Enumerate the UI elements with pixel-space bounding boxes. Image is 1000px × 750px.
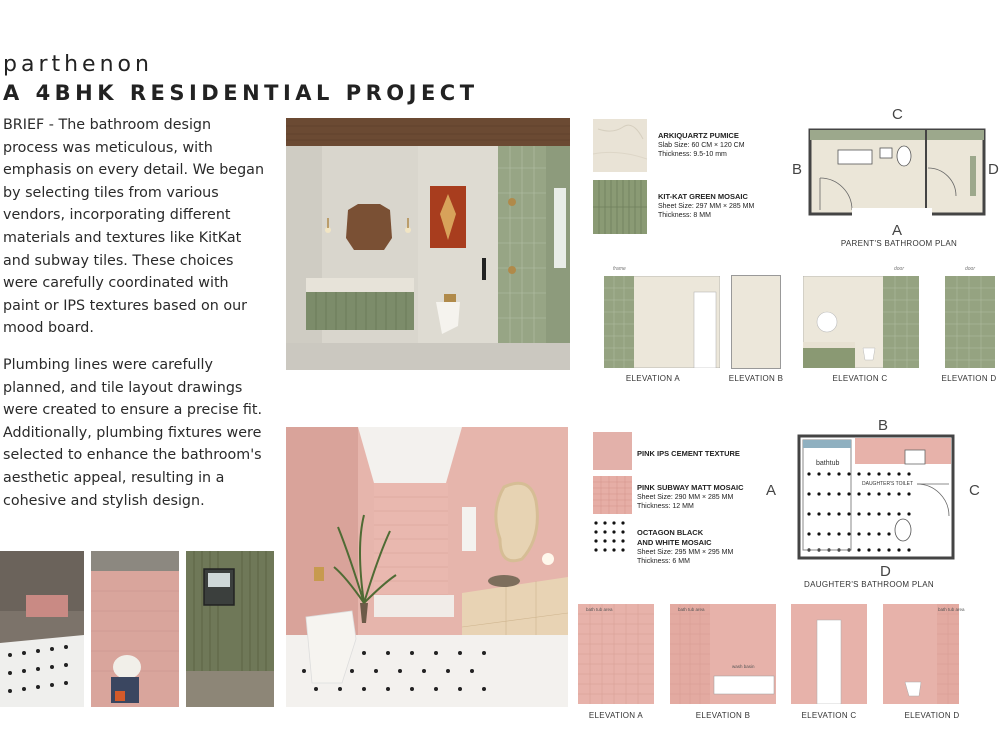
parents-bathroom-plan [808,128,986,218]
octagon-mosaic-info [637,528,777,566]
material-name: PINK SUBWAY MATT MOSAIC [637,483,744,492]
plan-note: DAUGHTER'S TOILET [862,481,914,487]
site-photo-1 [0,551,84,707]
material-name-line-2: AND WHITE MOSAIC [637,538,712,547]
daughters-elevation-b-label: ELEVATION B [695,711,751,720]
material-thickness: Thickness: 12 MM [637,503,694,510]
arkiquartz-info [658,131,778,159]
kitkat-green-swatch [593,180,647,234]
site-photo-2 [91,551,179,707]
material-thickness: Thickness: 8 MM [658,212,711,219]
parents-elevation-b-drawing [732,276,780,368]
pink-ips-swatch [593,432,632,470]
material-name: KIT-KAT GREEN MOSAIC [658,192,748,201]
daughters-elevation-a-drawing [578,604,654,704]
daughters-elevation-c-label: ELEVATION C [801,711,857,720]
daughters-elevation-d-drawing [883,604,959,704]
plan-letter-b: B [878,417,889,434]
material-size: Sheet Size: 297 MM × 285 MM [658,203,755,210]
kitkat-green-info [658,192,778,220]
material-size: Sheet Size: 290 MM × 285 MM [637,494,734,501]
material-thickness: Thickness: 6 MM [637,558,690,565]
brief-paragraph-1: BRIEF - The bathroom design process was meticulous, with emphasis on every detail. We began by selecting tiles from various vendors, incorporating different materials and textures like KitKat and subway tiles. These choices were carefully coordinated with paint or IPS textures based on our mood board. [3,117,265,337]
parents-elevation-b-label: ELEVATION B [728,374,784,383]
daughters-elevation-c-drawing [791,604,867,704]
material-size: Slab Size: 60 CM × 120 CM [658,142,745,149]
elevation-note: bath tub area [586,607,613,612]
plan-letter-d: D [880,563,891,580]
plan-letter-d: D [988,161,999,178]
parents-plan-label: PARENT'S BATHROOM PLAN [840,239,958,248]
plan-letter-a: A [892,222,903,239]
parents-elevation-d-label: ELEVATION D [941,374,997,383]
pink-ips-info [637,449,777,459]
material-name: OCTAGON BLACK [637,528,704,537]
parents-elevation-d-drawing [945,276,995,368]
parents-elevation-c-drawing [803,276,919,368]
brief-paragraph-2: Plumbing lines were carefully planned, and tile layout drawings were created to ensure a precise fit. Additionally, plumbing fixtures were selected to enhance the bathroom's aesthetic appeal, resulting in a cohesive and stylish design. [3,356,263,509]
elevation-note: door [965,266,976,272]
material-name: PINK IPS CEMENT TEXTURE [637,449,740,458]
daughters-plan-label: DAUGHTER'S BATHROOM PLAN [804,580,934,589]
daughters-elevation-d-label: ELEVATION D [904,711,960,720]
elevation-note: door [894,266,905,272]
project-subtitle: parthenon [3,52,153,77]
pink-subway-info [637,483,777,511]
arkiquartz-swatch [593,119,647,172]
elevation-note: bath tub area [678,607,705,612]
project-title: A 4BHK RESIDENTIAL PROJECT [3,81,479,105]
elevation-note: wash basin [732,664,755,669]
daughters-elevation-b-drawing [670,604,776,704]
plan-letter-c: C [969,482,980,499]
brief-text [3,114,265,526]
material-name: ARKIQUARTZ PUMICE [658,131,739,140]
site-photo-3 [186,551,274,707]
parents-bathroom-render [286,118,570,370]
plan-letter-c: C [892,106,903,123]
daughters-bathroom-plan [797,434,957,562]
octagon-mosaic-swatch [593,520,632,558]
plan-letter-b: B [792,161,803,178]
material-thickness: Thickness: 9.5-10 mm [658,151,727,158]
elevation-note: frame [613,266,626,272]
daughters-bathroom-render [286,427,568,707]
daughters-elevation-a-label: ELEVATION A [588,711,644,720]
pink-subway-swatch [593,476,632,514]
plan-letter-a: A [766,482,777,499]
parents-elevation-a-label: ELEVATION A [625,374,681,383]
plan-note: bathtub [816,460,840,467]
parents-elevation-c-label: ELEVATION C [832,374,888,383]
material-size: Sheet Size: 295 MM × 295 MM [637,549,734,556]
parents-elevation-a-drawing [604,276,720,368]
elevation-note: bath tub area [938,607,965,612]
